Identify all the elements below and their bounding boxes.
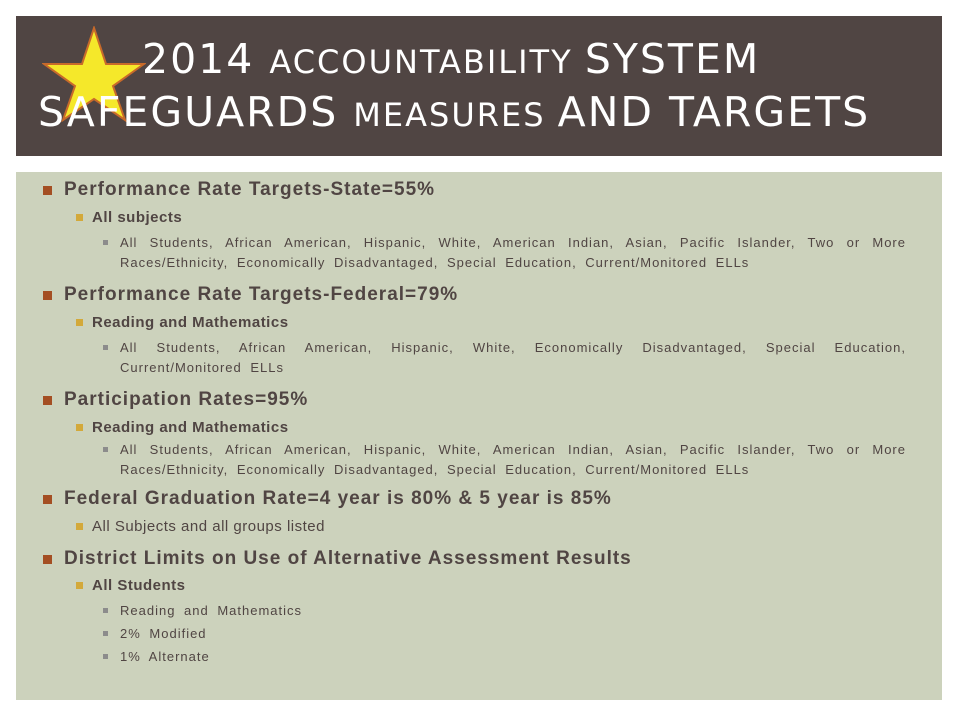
sub-text: Reading and Mathematics bbox=[92, 314, 289, 331]
square-bullet-icon bbox=[103, 608, 108, 613]
square-bullet-icon bbox=[76, 319, 83, 326]
title-line-1 bbox=[16, 34, 942, 87]
title-bar bbox=[16, 16, 942, 156]
sub-bullet-all-groups bbox=[16, 517, 942, 537]
bullet-list bbox=[16, 172, 942, 667]
square-bullet-icon bbox=[76, 424, 83, 431]
bullet-federal-targets bbox=[16, 283, 942, 307]
square-bullet-icon bbox=[43, 291, 52, 300]
detail-text: 1% Alternate bbox=[120, 649, 210, 664]
bullet-state-targets bbox=[16, 178, 942, 202]
title-word-safeguards: SAFEGUARDS bbox=[38, 88, 354, 136]
detail-text: All Students, African American, Hispanic, White, American Indian, Asian, Pacific Islander, Two or More Races/Ethnicity, Economically Disadvantaged, Special Education, Current/Monitored ELLs bbox=[120, 235, 906, 270]
square-bullet-icon bbox=[103, 240, 108, 245]
square-bullet-icon bbox=[76, 523, 83, 530]
sub-bullet-reading-math bbox=[16, 418, 942, 438]
detail-student-groups bbox=[16, 440, 942, 480]
detail-alternate bbox=[16, 647, 942, 667]
detail-modified bbox=[16, 624, 942, 644]
sub-bullet-all-students bbox=[16, 576, 942, 596]
detail-text: All Students, African American, Hispanic, White, American Indian, Asian, Pacific Islander, Two or More Races/Ethnicity, Economically Disadvantaged, Special Education, Current/Monitored ELLs bbox=[120, 442, 906, 477]
sub-bullet-all-subjects bbox=[16, 208, 942, 228]
square-bullet-icon bbox=[103, 631, 108, 636]
heading-text: Performance Rate Targets-State=55% bbox=[64, 179, 436, 200]
title-word-year: 2014 bbox=[142, 35, 270, 83]
title-word-system: SYSTEM bbox=[584, 35, 761, 83]
sub-bullet-reading-math bbox=[16, 313, 942, 333]
slide-title bbox=[16, 34, 942, 140]
heading-text: Federal Graduation Rate=4 year is 80% & 5 year is 85% bbox=[64, 488, 612, 509]
sub-text: All Subjects and all groups listed bbox=[92, 518, 325, 535]
title-word-targets: AND TARGETS bbox=[557, 88, 871, 136]
bullet-district-limits bbox=[16, 547, 942, 571]
detail-student-groups bbox=[16, 338, 942, 378]
square-bullet-icon bbox=[76, 582, 83, 589]
bullet-participation-rates bbox=[16, 388, 942, 412]
square-bullet-icon bbox=[103, 345, 108, 350]
title-line-2 bbox=[16, 87, 942, 140]
title-word-accountability: ACCOUNTABILITY bbox=[269, 43, 585, 81]
title-word-measures: MEASURES bbox=[353, 96, 558, 134]
heading-text: Performance Rate Targets-Federal=79% bbox=[64, 284, 459, 305]
bullet-graduation-rate bbox=[16, 487, 942, 511]
content-panel bbox=[16, 172, 942, 700]
heading-text: District Limits on Use of Alternative Assessment Results bbox=[64, 548, 632, 569]
sub-text: All Students bbox=[92, 577, 186, 594]
heading-text: Participation Rates=95% bbox=[64, 389, 309, 410]
square-bullet-icon bbox=[43, 555, 52, 564]
detail-text: 2% Modified bbox=[120, 626, 207, 641]
sub-text: All subjects bbox=[92, 209, 183, 226]
square-bullet-icon bbox=[103, 447, 108, 452]
square-bullet-icon bbox=[43, 495, 52, 504]
detail-text: Reading and Mathematics bbox=[120, 603, 303, 618]
square-bullet-icon bbox=[43, 186, 52, 195]
detail-reading-math bbox=[16, 601, 942, 621]
square-bullet-icon bbox=[43, 396, 52, 405]
sub-text: Reading and Mathematics bbox=[92, 419, 289, 436]
square-bullet-icon bbox=[76, 214, 83, 221]
square-bullet-icon bbox=[103, 654, 108, 659]
detail-student-groups bbox=[16, 233, 942, 273]
detail-text: All Students, African American, Hispanic, White, Economically Disadvantaged, Special Education, Current/Monitored ELLs bbox=[120, 340, 906, 375]
